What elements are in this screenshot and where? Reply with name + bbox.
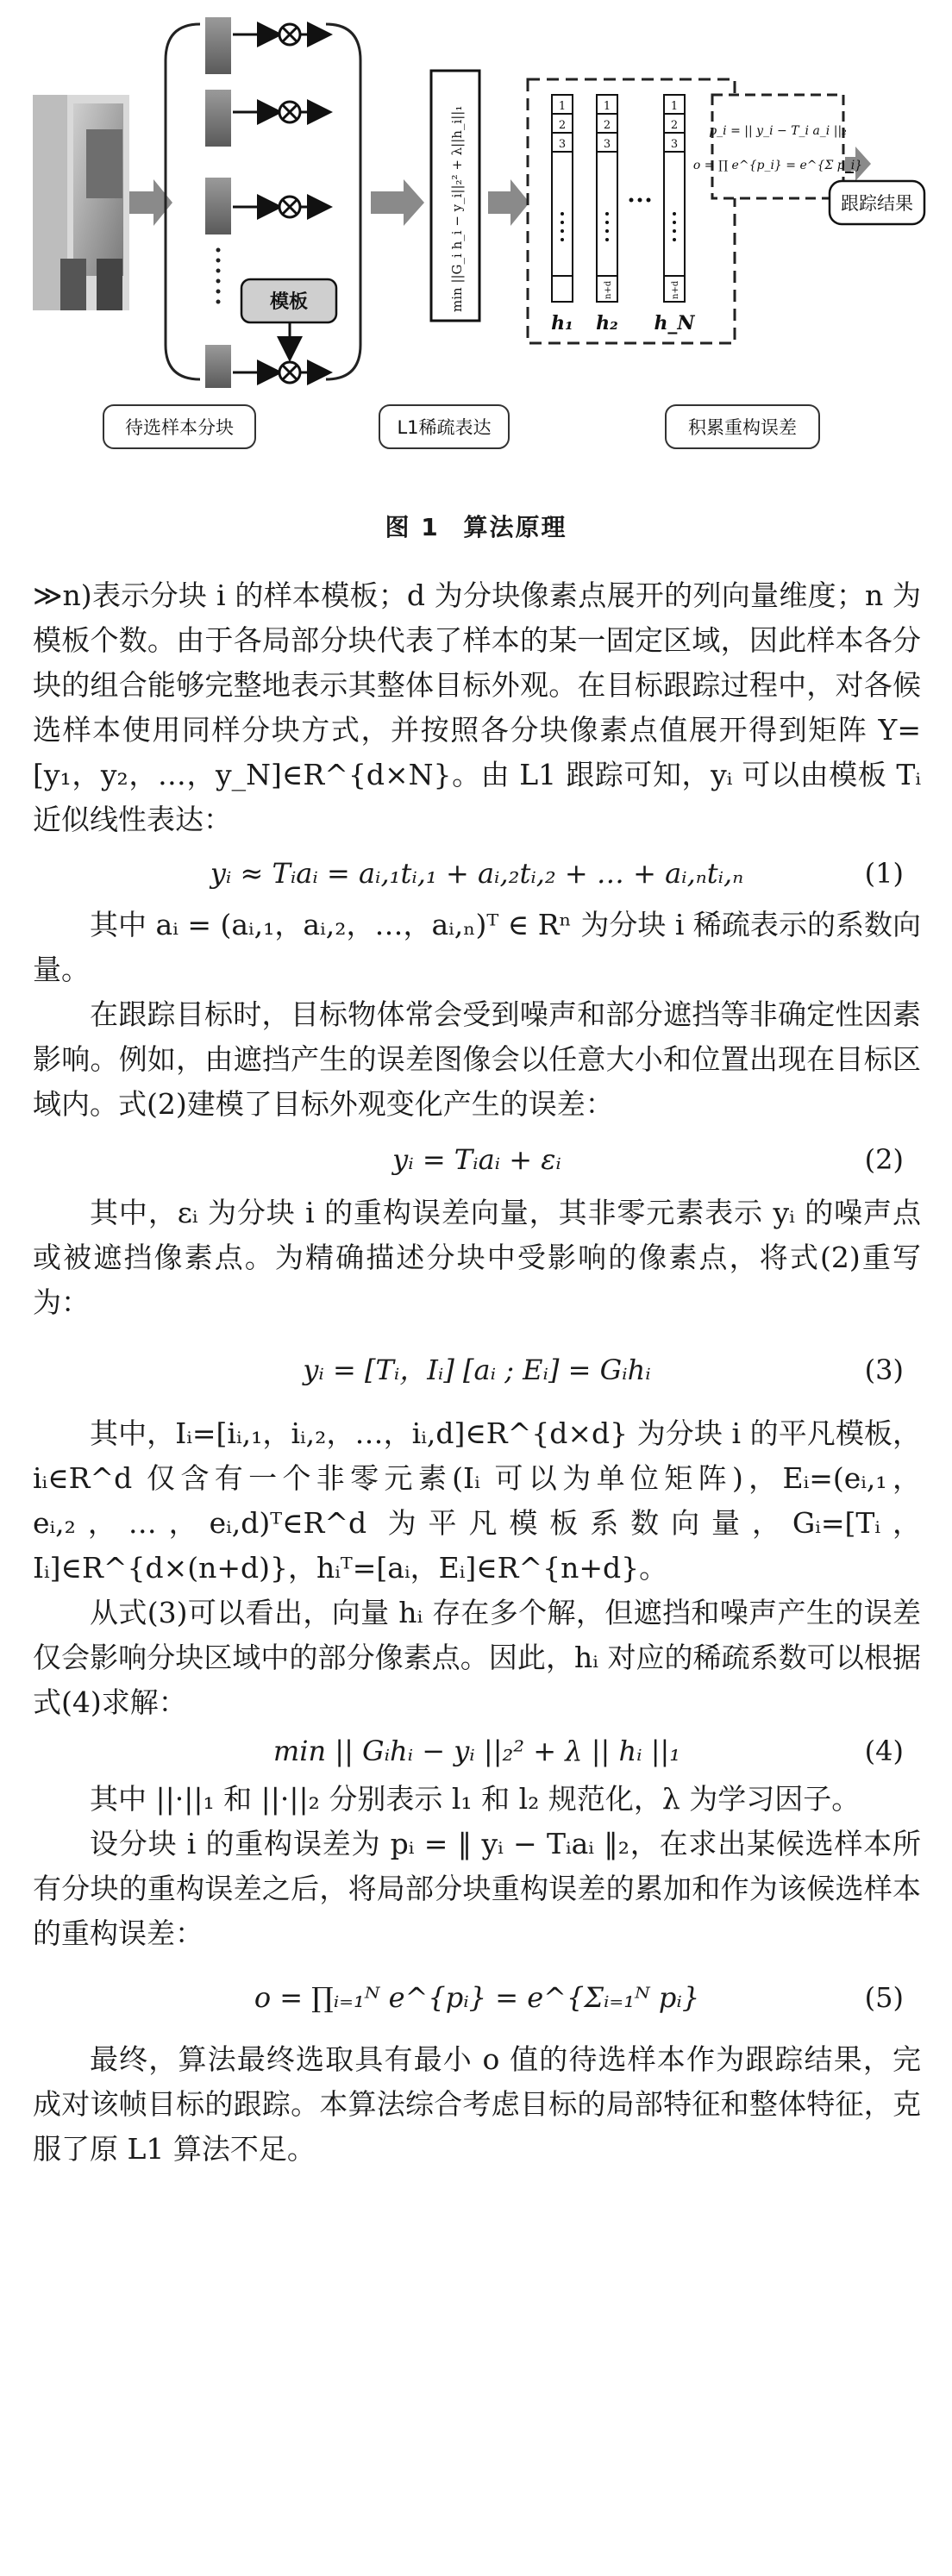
template-label: 模板 — [269, 291, 309, 313]
cell-label-h1-2: 2 — [558, 119, 567, 132]
stage-label-l1: L1稀疏表达 — [397, 417, 492, 438]
equation-2-number: (2) — [864, 1143, 904, 1176]
paragraph-9: 最终，算法最终选取具有最小 o 值的待选样本作为跟踪结果，完成对该帧目标的跟踪。本算法综合考虑目标的局部特征和整体特征，克服了原 L1 算法不足。 — [33, 2042, 921, 2166]
error-formula-2: o = ∏ e^{p_i} = e^{Σ p_i} — [692, 159, 863, 172]
cell-label-hN-2: 2 — [670, 119, 679, 132]
vector-label-h2: h₂ — [596, 312, 618, 335]
vector-label-h1: h₁ — [551, 312, 573, 335]
equation-2-content: yᵢ = Tᵢaᵢ + εᵢ — [392, 1143, 561, 1176]
cell-label-hN-3: 3 — [670, 138, 679, 151]
stage-label-blocks: 待选样本分块 — [125, 417, 234, 438]
equation-5 — [33, 1975, 921, 2020]
equation-5-content: o = ∏ᵢ₌₁ᴺ e^{pᵢ} = e^{Σᵢ₌₁ᴺ pᵢ} — [254, 1981, 700, 2014]
input-image — [33, 95, 129, 310]
paragraph-4: 其中，εᵢ 为分块 i 的重构误差向量，其非零元素表示 yᵢ 的噪声点或被遮挡像素点。为精确描述分块中受影响的像素点，将式(2)重写为： — [33, 1196, 921, 1319]
paragraph-1: ≫n)表示分块 i 的样本模板；d 为分块像素点展开的列向量维度；n 为模板个数。由于各局部分块代表了样本的某一固定区域，因此样本各分块的组合能够完整地表示其整体目标外观。在目标跟踪过程中，对各候选样本使用同样分块方式，并按照各分块像素点值展开得到矩阵 Y=[y₁，y₂，…，y_N]∈R^{d×N}。由 L1 跟踪可知，yᵢ 可以由模板 Tᵢ 近似线性表达： — [33, 578, 921, 836]
cell-label-h2-1: 1 — [603, 100, 611, 113]
error-formula-box — [712, 95, 843, 198]
error-formula-1: p_i = || y_i − T_i a_i ||₂ — [709, 124, 847, 138]
cell-label-hN-last: n+d — [671, 280, 680, 299]
equation-1-content: yᵢ ≈ Tᵢaᵢ = aᵢ,₁tᵢ,₁ + aᵢ,₂tᵢ,₂ + … + aᵢ,ₙtᵢ,ₙ — [210, 857, 744, 890]
paragraph-8: 设分块 i 的重构误差为 pᵢ = ‖ yᵢ − Tᵢaᵢ ‖₂，在求出某候选样本所有分块的重构误差之后，将局部分块重构误差的累加和作为该候选样本的重构误差： — [33, 1827, 921, 1950]
figure-caption — [0, 509, 952, 543]
equation-1 — [33, 851, 921, 896]
cell-label-h2-last: n+d — [604, 280, 613, 299]
equation-4-number: (4) — [864, 1735, 904, 1767]
l1-formula-text: min ||G_i h_i − y_i||₂² + λ||h_i||₁ — [449, 105, 465, 312]
thick-arrow-3 — [488, 179, 529, 226]
patch-list — [205, 17, 231, 388]
equation-4 — [33, 1729, 921, 1773]
paragraph-3: 在跟踪目标时，目标物体常会受到噪声和部分遮挡等非确定性因素影响。例如，由遮挡产生的误差图像会以任意大小和位置出现在目标区域内。式(2)建模了目标外观变化产生的误差： — [33, 997, 921, 1121]
paragraph-7: 其中 ||·||₁ 和 ||·||₂ 分别表示 l₁ 和 l₂ 规范化，λ 为学习因子。 — [90, 1782, 861, 1816]
figure-1 — [0, 0, 952, 483]
paragraph-6: 从式(3)可以看出，向量 hᵢ 存在多个解，但遮挡和噪声产生的误差仅会影响分块区域中的部分像素点。因此，hᵢ 对应的稀疏系数可以根据式(4)求解： — [33, 1596, 921, 1719]
equation-5-number: (5) — [864, 1981, 904, 2014]
equation-2 — [33, 1137, 921, 1182]
cell-label-h2-2: 2 — [603, 119, 611, 132]
vector-label-hN: h_N — [654, 312, 695, 335]
equation-1-number: (1) — [864, 857, 904, 890]
paragraph-5: 其中，Iᵢ=[iᵢ,₁，iᵢ,₂，…，iᵢ,d]∈R^{d×d} 为分块 i 的平凡模板，iᵢ∈R^d 仅含有一个非零元素(Iᵢ 可以为单位矩阵)，Eᵢ=(eᵢ,₁，eᵢ,₂，…，eᵢ,d)ᵀ∈R^d 为平凡模板系数向量，Gᵢ=[Tᵢ，Iᵢ]∈R^{d×(n+d)}，hᵢᵀ=[aᵢ，Eᵢ]∈R^{n+d}。 — [33, 1416, 921, 1585]
cell-label-hN-1: 1 — [670, 100, 679, 113]
caption-text: 算法原理 — [463, 513, 567, 541]
thick-arrow-2 — [371, 179, 424, 226]
equation-3-content: yᵢ = [Tᵢ，Iᵢ] [aᵢ ; Eᵢ] = Gᵢhᵢ — [303, 1354, 651, 1386]
algorithm-diagram — [0, 0, 952, 483]
caption-number: 图 1 — [385, 513, 440, 541]
result-label: 跟踪结果 — [841, 193, 913, 214]
body-text — [33, 573, 921, 2172]
cell-label-h1-3: 3 — [558, 138, 567, 151]
equation-3-number: (3) — [864, 1354, 904, 1386]
equation-3 — [33, 1347, 921, 1392]
cell-label-h1-1: 1 — [558, 100, 567, 113]
cell-label-h2-3: 3 — [603, 138, 611, 151]
paragraph-2: 其中 aᵢ = (aᵢ,₁，aᵢ,₂，…，aᵢ,ₙ)ᵀ ∈ Rⁿ 为分块 i 稀疏表示的系数向量。 — [33, 908, 921, 986]
stage-label-error: 积累重构误差 — [688, 417, 797, 438]
equation-4-content: min || Gᵢhᵢ − yᵢ ||₂² + λ || hᵢ ||₁ — [272, 1735, 681, 1767]
brace-right — [326, 24, 360, 379]
